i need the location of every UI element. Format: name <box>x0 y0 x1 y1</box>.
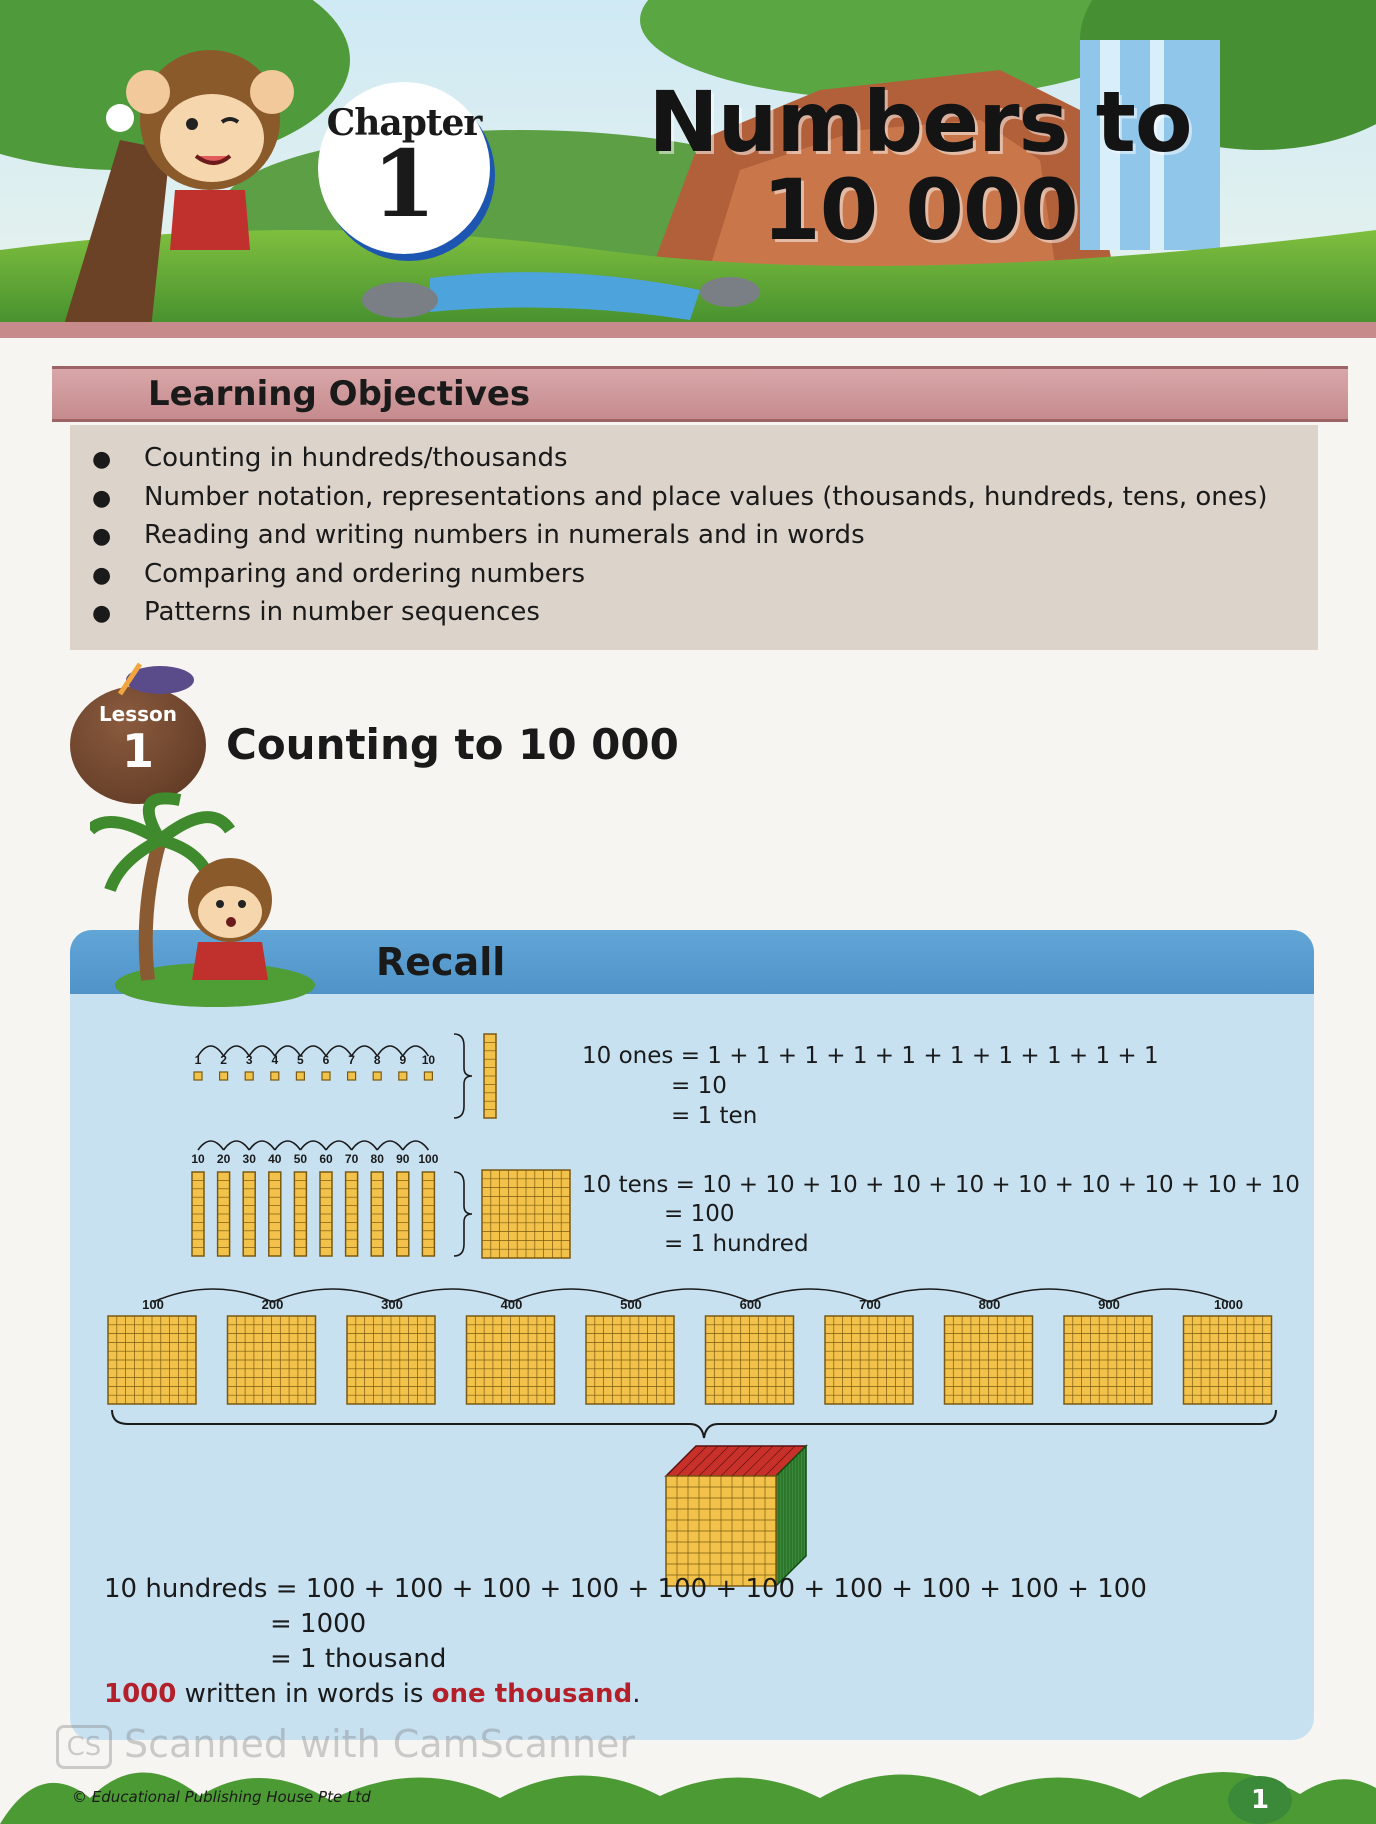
tens-count-label: 90 <box>396 1152 410 1166</box>
tens-equation-line3: = 1 hundred <box>664 1231 809 1257</box>
ones-equation-line3: = 1 ten <box>671 1103 758 1129</box>
ones-brace <box>454 1034 472 1118</box>
list-item: ● Comparing and ordering numbers <box>92 558 585 589</box>
chapter-title-line1: Numbers to <box>648 73 1192 171</box>
ones-count-label: 3 <box>245 1053 253 1067</box>
list-item: ● Reading and writing numbers in numerals and in words <box>92 520 865 550</box>
scanner-watermark <box>56 1722 635 1769</box>
lesson-title: Counting to 10 000 <box>226 720 679 769</box>
hundreds-equation-line3: = 1 thousand <box>270 1644 447 1674</box>
ones-label: 10 ones <box>582 1043 674 1069</box>
unit-cube <box>271 1072 279 1080</box>
count-arc <box>392 1289 512 1302</box>
hundreds-count-label: 200 <box>261 1297 284 1312</box>
chapter-label: Chapter <box>326 102 482 144</box>
tens-brace <box>454 1172 472 1256</box>
page-number: 1 <box>1228 1776 1292 1824</box>
tens-count-label: 20 <box>216 1152 231 1166</box>
sentence-end: . <box>632 1679 641 1709</box>
unit-cube <box>373 1072 381 1080</box>
count-arc <box>1109 1289 1229 1302</box>
unit-cube <box>322 1072 330 1080</box>
lesson-number: 1 <box>121 724 154 778</box>
unit-cube <box>399 1072 407 1080</box>
tens-count-label: 70 <box>344 1152 359 1166</box>
ones-count-label: 5 <box>297 1053 304 1067</box>
lesson-label: Lesson <box>98 702 178 726</box>
list-item: ● Number notation, representations and place values (thousands, hundreds, tens, ones) <box>92 481 1268 512</box>
list-item: ● Patterns in number sequences <box>92 597 540 627</box>
hundreds-count-label: 700 <box>859 1297 881 1312</box>
camscanner-logo-icon: CS <box>56 1725 112 1769</box>
count-arc <box>275 1141 301 1150</box>
objective-text: Patterns in number sequences <box>144 597 540 627</box>
ones-count-label: 8 <box>373 1053 381 1067</box>
ones-sum: = 1 + 1 + 1 + 1 + 1 + 1 + 1 + 1 + 1 + 1 <box>680 1043 1159 1069</box>
words-sentence <box>104 1677 640 1712</box>
count-arc <box>990 1289 1110 1302</box>
hundreds-count-label: 100 <box>142 1297 164 1312</box>
unit-cube <box>424 1072 432 1080</box>
tens-equation-line1 <box>582 1170 1300 1200</box>
count-arc <box>870 1289 990 1302</box>
sentence-middle: written in words is <box>176 1679 432 1709</box>
highlight-number: 1000 <box>104 1679 177 1709</box>
count-arc <box>631 1289 751 1302</box>
objective-text: Comparing and ordering numbers <box>144 558 585 589</box>
tens-label: 10 tens <box>582 1172 669 1198</box>
objective-text: Number notation, representations and place values (thousands, hundreds, tens, ones) <box>144 481 1268 512</box>
count-arc <box>377 1141 403 1150</box>
count-arc <box>352 1141 378 1150</box>
hundreds-count-label: 400 <box>500 1297 523 1312</box>
count-arc <box>751 1289 871 1302</box>
hundreds-count-label: 600 <box>739 1297 762 1312</box>
hundreds-brace <box>112 1410 1276 1438</box>
count-arc <box>153 1289 273 1302</box>
hundreds-equation-line1: 10 hundreds = 100 + 100 + 100 + 100 + 100 + 100 + 100 + 100 + 100 + 100 <box>104 1574 1147 1604</box>
count-arc <box>300 1141 326 1150</box>
count-arc <box>249 1141 275 1150</box>
unit-cube <box>245 1072 253 1080</box>
tens-count-label: 10 <box>191 1152 205 1166</box>
count-arc <box>326 1141 352 1150</box>
list-item: ● Counting in hundreds/thousands <box>92 443 568 473</box>
tens-count-label: 60 <box>319 1152 333 1166</box>
tens-count-label: 50 <box>293 1152 308 1166</box>
count-arc <box>403 1141 429 1150</box>
count-arc <box>198 1141 224 1150</box>
ones-equation-line1 <box>582 1041 1159 1071</box>
copyright-text: © Educational Publishing House Pte Ltd <box>72 1788 371 1806</box>
ones-equation-line2: = 10 <box>671 1073 727 1099</box>
tens-equation-line2: = 100 <box>664 1201 735 1227</box>
hundreds-equation-line2: = 1000 <box>270 1609 367 1639</box>
ones-count-label: 6 <box>322 1053 330 1067</box>
hundreds-count-label: 500 <box>620 1297 642 1312</box>
unit-cube <box>348 1072 356 1080</box>
objectives-title: Learning Objectives <box>148 374 531 414</box>
unit-cube <box>296 1072 304 1080</box>
hundreds-count-label: 900 <box>1098 1297 1120 1312</box>
highlight-word: one thousand <box>431 1679 633 1709</box>
tens-count-label: 80 <box>370 1152 384 1166</box>
ones-count-label: 10 <box>421 1053 436 1067</box>
chapter-title-line2: 10 000 <box>762 161 1078 259</box>
hundreds-count-label: 300 <box>381 1297 403 1312</box>
recall-title: Recall <box>376 940 506 984</box>
watermark-text: Scanned with CamScanner <box>124 1722 636 1766</box>
tens-count-label: 30 <box>242 1152 256 1166</box>
ones-count-label: 9 <box>399 1053 407 1067</box>
hundreds-count-label: 1000 <box>1214 1297 1243 1312</box>
ones-count-label: 2 <box>220 1053 227 1067</box>
ones-count-label: 4 <box>271 1053 279 1067</box>
count-arc <box>512 1289 632 1302</box>
unit-cube <box>194 1072 202 1080</box>
objective-text: Reading and writing numbers in numerals and in words <box>144 520 865 550</box>
ones-count-label: 7 <box>348 1053 355 1067</box>
tens-count-label: 40 <box>268 1152 282 1166</box>
tens-sum: = 10 + 10 + 10 + 10 + 10 + 10 + 10 + 10 + 10 + 10 <box>675 1172 1300 1198</box>
ones-count-label: 1 <box>194 1053 202 1067</box>
chapter-number: 1 <box>371 130 436 238</box>
hundreds-count-label: 800 <box>978 1297 1001 1312</box>
unit-cube <box>220 1072 228 1080</box>
count-arc <box>273 1289 393 1302</box>
tens-count-label: 100 <box>418 1152 439 1166</box>
objective-text: Counting in hundreds/thousands <box>144 443 568 473</box>
count-arc <box>224 1141 250 1150</box>
